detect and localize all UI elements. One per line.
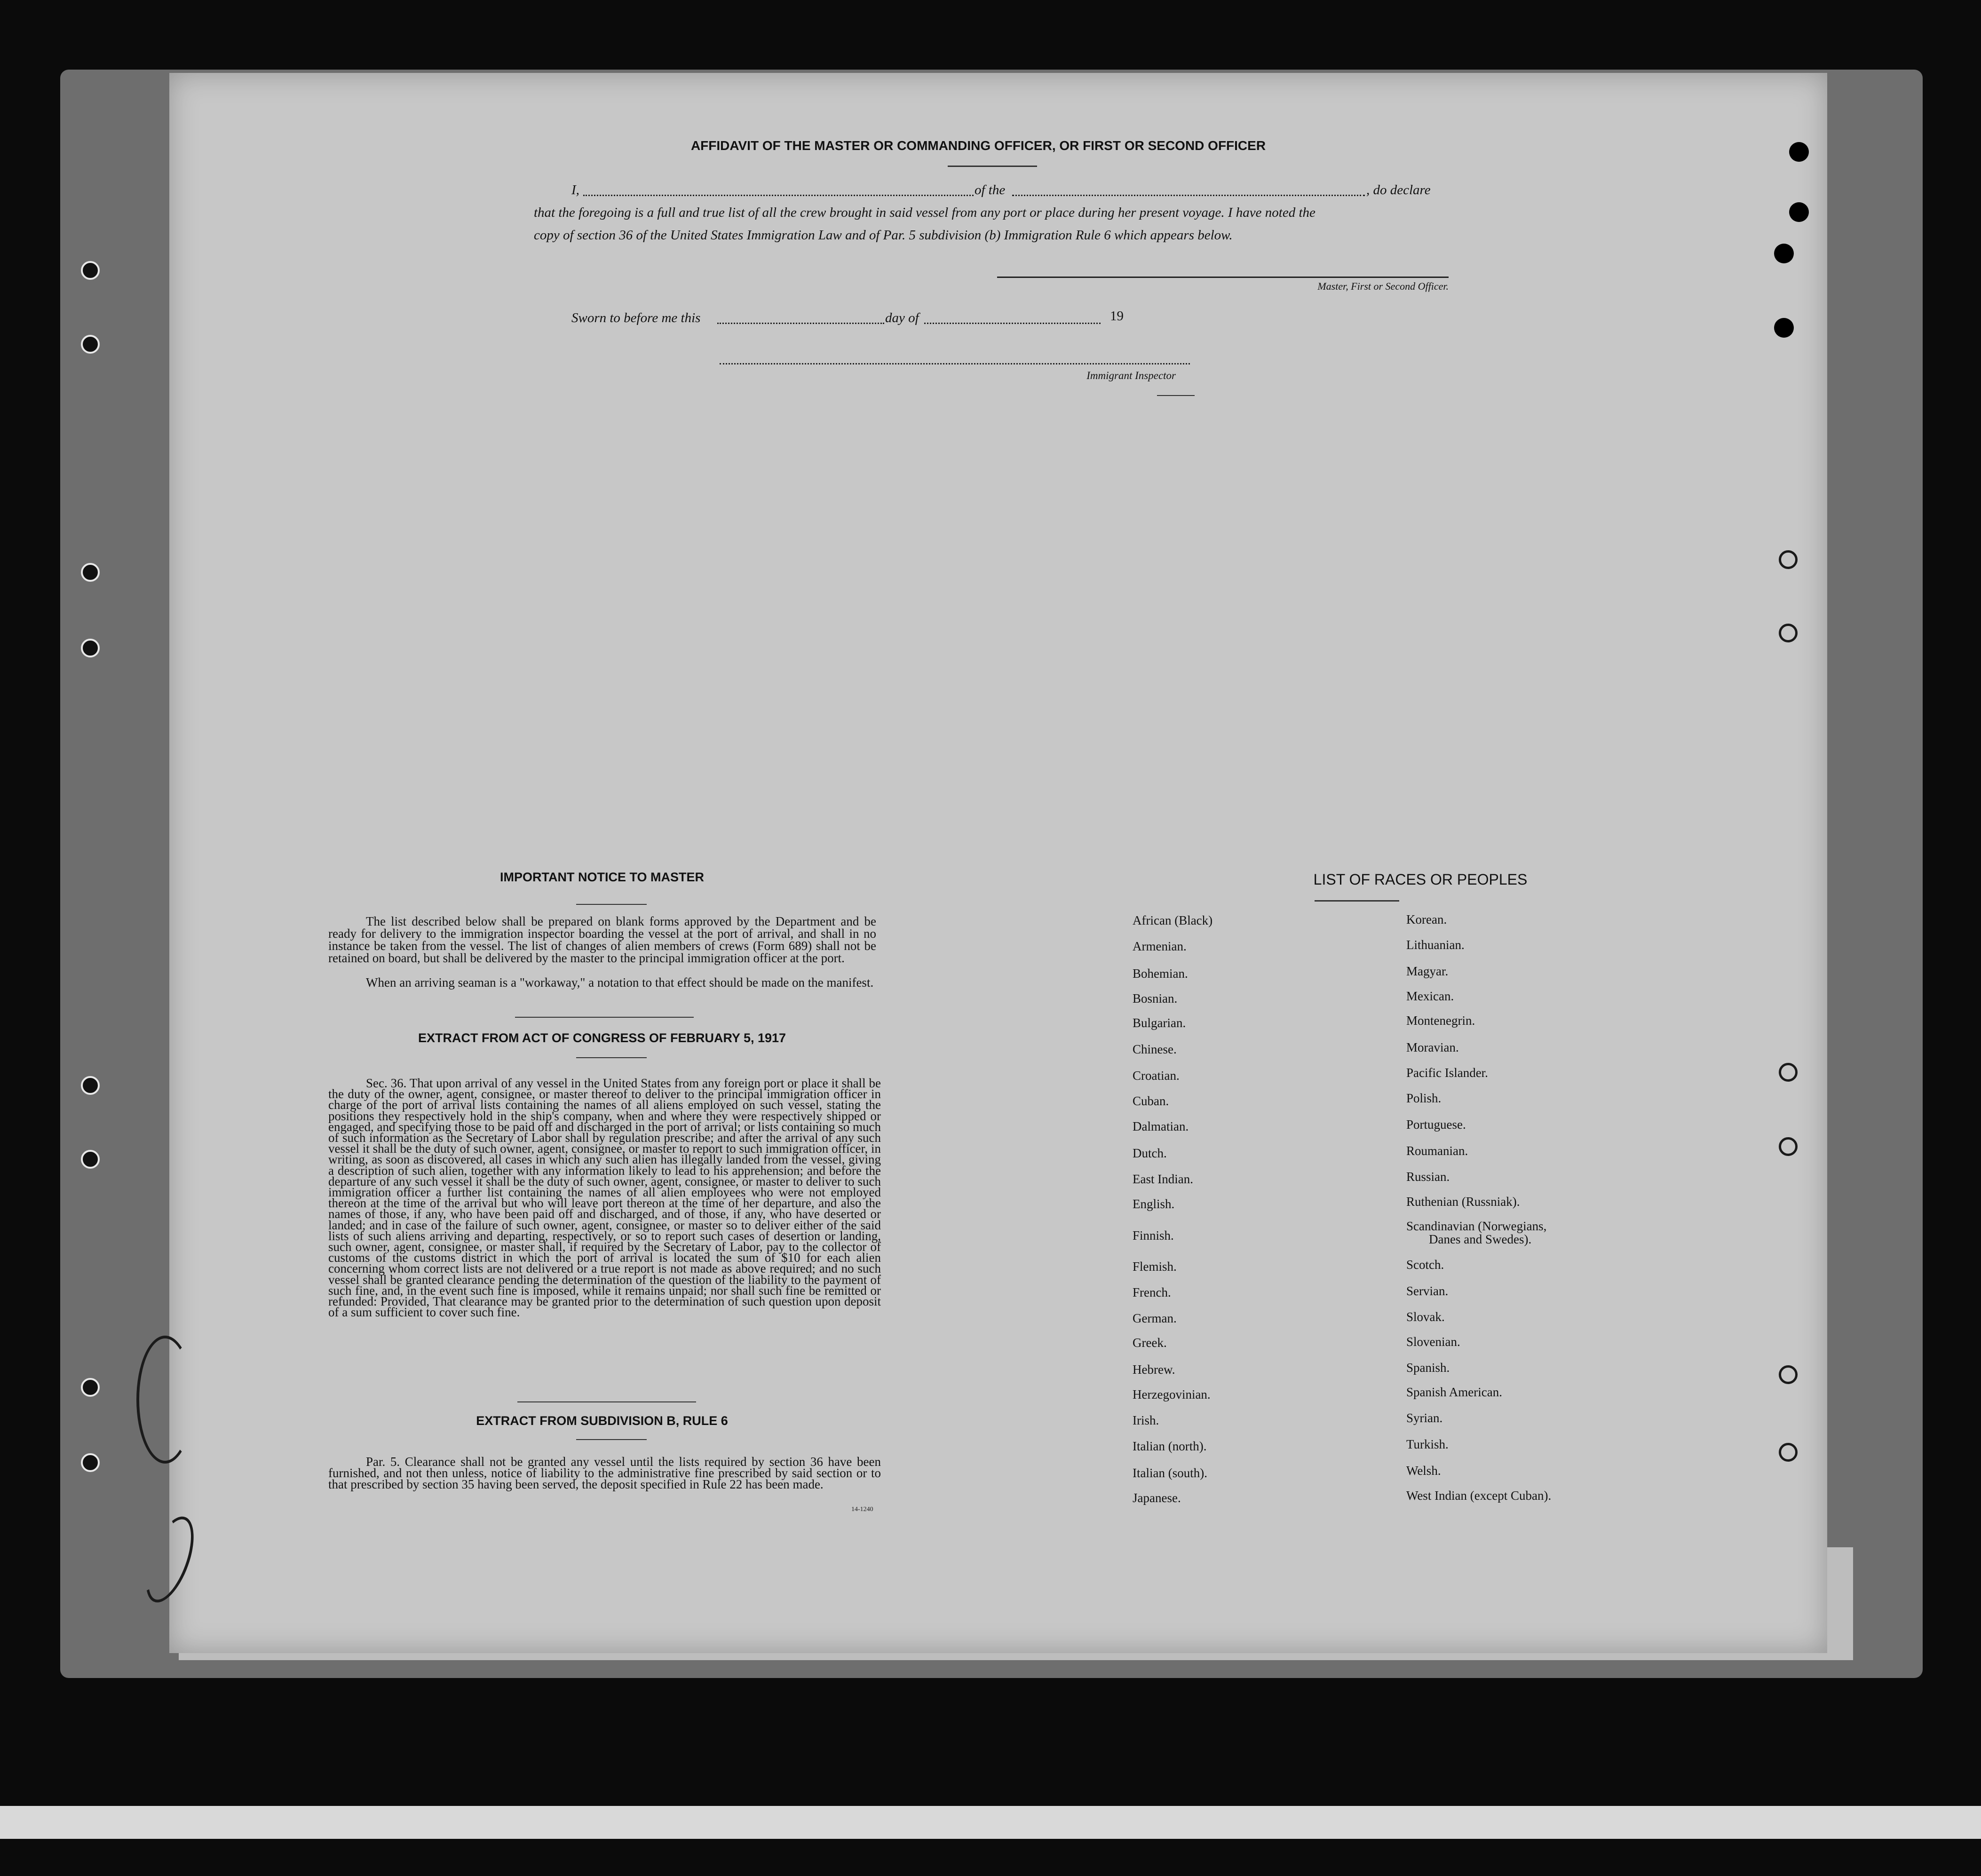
- binder-hole: [1779, 1443, 1798, 1462]
- divider: [576, 1057, 647, 1058]
- binder-hole: [1779, 624, 1798, 642]
- race-item: Spanish American.: [1406, 1385, 1502, 1399]
- extract-act-text: Sec. 36. That upon arrival of any vessel in the United States from any foreign port or place it shall be the duty of the owner, agent, consignee, or master thereof to deliver to the principal immigration officer in charge of the port of arrival lists containing the names of all aliens employed on such vessel, stating the positions they respectively hold in the ship's company, when and where they were respectively shipped or engaged, and specifying those to be paid off and discharged in the port of arrival; or lists containing so much of such information as the Secretary of Labor shall by regulation prescribe; and after the arrival of any such vessel it shall be the duty of such owner, agent, consignee, or master to report to such immigration officer, in writing, as soon as discovered, all cases in which any such alien has illegally landed from the vessel, giving a description of such alien, together with any information likely to lead to his apprehension; and before the departure of any such vessel it shall be the duty of such owner, agent, consignee, or master to deliver to such immigration officer a further list containing the names of all alien employees who were not employed thereon at the time of the arrival but who will leave port thereon at the time of her departure, and also the names of those, if any, who have been paid off and discharged, and of those, if any, who have deserted or landed; and in case of the failure of such owner, agent, consignee, or master so to deliver either of the said lists of such aliens arriving and departing, respectively, or so to report such cases of desertion or landing, such owner, agent, consignee, or master shall, if required by the Secretary of Labor, pay to the collector of customs of the customs district in which the port of arrival is located the sum of $10 for each alien concerning whom correct lists are not delivered or a true report is not made as above required; and no such vessel shall be granted clearance pending the determination of the question of the liability to the payment of such fine, and, in the event such fine is imposed, while it remains unpaid; nor shall such fine be remitted or refunded: Provided, That clearance may be granted prior to the determination of such question upon deposit of a sum sufficient to cover such fine.: [328, 1076, 881, 1320]
- sworn-label: Sworn to before me this: [571, 310, 701, 325]
- divider: [948, 166, 1037, 167]
- race-item: Mexican.: [1406, 989, 1454, 1003]
- race-item: Lithuanian.: [1406, 938, 1465, 952]
- race-item: Bosnian.: [1133, 991, 1178, 1005]
- race-item: West Indian (except Cuban).: [1406, 1488, 1552, 1503]
- binder-hole: [81, 261, 100, 280]
- extract-act-title: EXTRACT FROM ACT OF CONGRESS OF FEBRUARY 5, 1917: [418, 1031, 786, 1045]
- race-item: Japanese.: [1133, 1491, 1181, 1505]
- race-item: Russian.: [1406, 1170, 1450, 1184]
- race-item: Bohemian.: [1133, 966, 1188, 981]
- extract-rule-text: Par. 5. Clearance shall not be granted any vessel until the lists required by section 36 have been furnished, and not then unless, notice of liability to the administrative fine prescribed by said section or to that prescribed by section 35 having been served, the deposit specified in Rule 22 has been made.: [328, 1455, 881, 1491]
- affidavit-title: AFFIDAVIT OF THE MASTER OR COMMANDING OFFICER, OR FIRST OR SECOND OFFICER: [690, 138, 1266, 153]
- race-item: Magyar.: [1406, 964, 1449, 978]
- sworn-day-field[interactable]: [717, 323, 884, 324]
- affidavit-line-3: copy of section 36 of the United States Immigration Law and of Par. 5 subdivision (b) Immigration Rule 6 which appears below.: [534, 228, 1233, 243]
- race-item: Ruthenian (Russniak).: [1406, 1195, 1520, 1209]
- race-item: Roumanian.: [1406, 1144, 1468, 1158]
- race-item: Slovak.: [1406, 1310, 1445, 1324]
- binder-hole: [81, 335, 100, 354]
- race-item: Portuguese.: [1406, 1117, 1466, 1132]
- sworn-month-field[interactable]: [924, 323, 1101, 324]
- race-item: Montenegrin.: [1406, 1013, 1475, 1028]
- race-item: Servian.: [1406, 1284, 1449, 1298]
- race-item: Slovenian.: [1406, 1335, 1460, 1349]
- race-item: Irish.: [1133, 1413, 1159, 1427]
- binder-hole: [81, 1453, 100, 1472]
- divider: [1157, 395, 1195, 396]
- race-item: Scotch.: [1406, 1258, 1444, 1272]
- race-item: Greek.: [1133, 1336, 1167, 1350]
- divider: [517, 1401, 696, 1402]
- binder-hole: [1774, 244, 1794, 263]
- binder-hole: [1779, 1137, 1798, 1156]
- divider: [576, 1439, 647, 1440]
- binder-hole: [81, 563, 100, 582]
- binder-hole: [1774, 318, 1794, 338]
- race-item: Syrian.: [1406, 1411, 1443, 1425]
- race-item: Hebrew.: [1133, 1362, 1175, 1377]
- year-prefix: 19: [1110, 309, 1124, 324]
- binder-hole: [81, 1150, 100, 1169]
- affidavit-do-declare: , do declare: [1366, 182, 1431, 198]
- master-signature-line[interactable]: [997, 277, 1449, 278]
- notice-paragraph-1: The list described below shall be prepared on blank forms approved by the Department and be ready for delivery to the immigration inspector boarding the vessel at the port of arrival, and shall in no instance be taken from the vessel. The list of changes of alien members of crews (Form 689) shall not be retained on board, but shall be delivered by the master to the principal immigration officer at the port.: [328, 914, 876, 965]
- film-edge-band: [0, 1806, 1981, 1839]
- notice-title: IMPORTANT NOTICE TO MASTER: [500, 870, 704, 884]
- inspector-signature-line[interactable]: [720, 363, 1190, 364]
- race-item: Dalmatian.: [1133, 1119, 1189, 1133]
- binder-hole: [1779, 550, 1798, 569]
- binder-hole: [81, 1076, 100, 1095]
- race-item: Turkish.: [1406, 1437, 1449, 1451]
- races-title: LIST OF RACES OR PEOPLES: [1313, 871, 1528, 888]
- race-item: Spanish.: [1406, 1361, 1450, 1375]
- race-item: Chinese.: [1133, 1042, 1177, 1056]
- race-item: Danes and Swedes).: [1429, 1232, 1532, 1246]
- binder-hole: [1789, 142, 1809, 162]
- race-item: Cuban.: [1133, 1094, 1169, 1108]
- day-of-label: day of: [885, 310, 919, 325]
- notice-paragraph-2: When an arriving seaman is a "workaway," a notation to that effect should be made on the manifest.: [366, 975, 874, 989]
- handwritten-mark: [136, 1336, 194, 1464]
- race-item: Scandinavian (Norwegians,: [1406, 1219, 1547, 1233]
- race-item: German.: [1133, 1311, 1177, 1325]
- binder-hole: [81, 639, 100, 657]
- affidavit-line-2: that the foregoing is a full and true list of all the crew brought in said vessel from any port or place during her present voyage. I have noted the: [534, 205, 1315, 220]
- race-item: Welsh.: [1406, 1464, 1441, 1478]
- race-item: African (Black): [1133, 913, 1213, 927]
- race-item: Croatian.: [1133, 1069, 1180, 1083]
- divider: [1315, 900, 1399, 902]
- binder-hole: [1779, 1365, 1798, 1384]
- extract-rule-title: EXTRACT FROM SUBDIVISION B, RULE 6: [476, 1414, 728, 1428]
- binder-hole: [1779, 1063, 1798, 1082]
- master-caption: Master, First or Second Officer.: [1317, 280, 1449, 292]
- form-number: 14-1240: [851, 1506, 873, 1513]
- race-item: Flemish.: [1133, 1259, 1177, 1274]
- race-item: Dutch.: [1133, 1146, 1167, 1160]
- divider: [515, 1017, 694, 1018]
- vessel-field-line[interactable]: [1012, 195, 1365, 196]
- affidavit-i-label: I,: [571, 182, 579, 198]
- binder-hole: [1789, 202, 1809, 222]
- binder-hole: [81, 1378, 100, 1397]
- affidavit-of-the-label: of the: [975, 182, 1006, 198]
- race-item: Moravian.: [1406, 1040, 1459, 1054]
- race-item: Armenian.: [1133, 939, 1187, 953]
- race-item: Polish.: [1406, 1091, 1442, 1105]
- race-item: English.: [1133, 1197, 1175, 1211]
- race-item: East Indian.: [1133, 1172, 1193, 1186]
- divider: [576, 904, 647, 905]
- race-item: Bulgarian.: [1133, 1016, 1186, 1030]
- race-item: Italian (south).: [1133, 1466, 1207, 1480]
- race-item: French.: [1133, 1285, 1171, 1299]
- race-item: Korean.: [1406, 912, 1447, 926]
- race-item: Herzegovinian.: [1133, 1387, 1211, 1401]
- inspector-caption: Immigrant Inspector: [1086, 370, 1176, 381]
- race-item: Italian (north).: [1133, 1439, 1207, 1453]
- name-field-line[interactable]: [583, 195, 974, 196]
- race-item: Pacific Islander.: [1406, 1066, 1488, 1080]
- race-item: Finnish.: [1133, 1228, 1174, 1243]
